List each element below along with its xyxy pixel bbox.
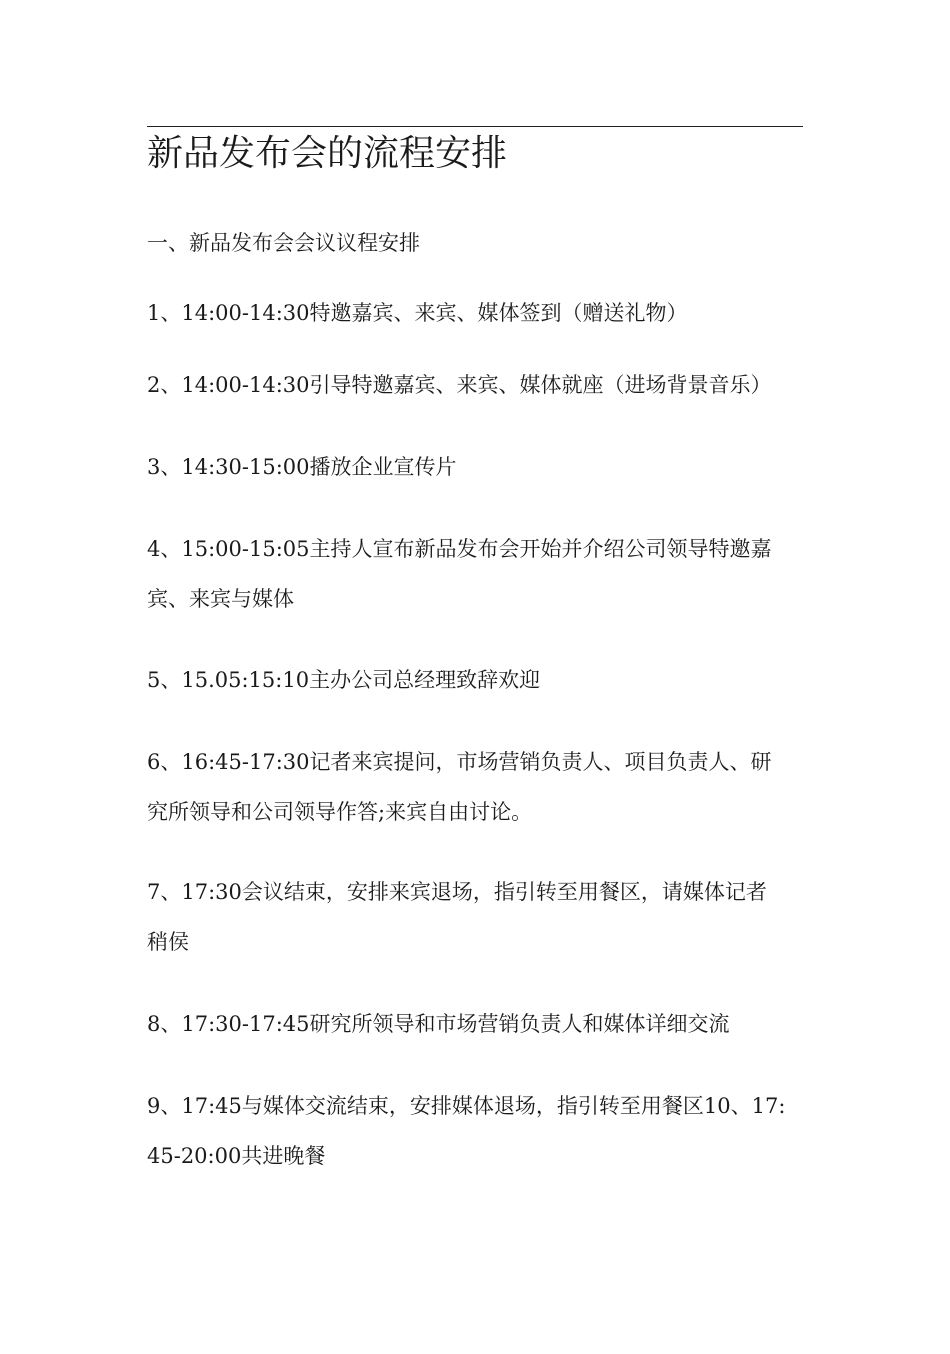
- agenda-item-text: 1、14:00-14:30特邀嘉宾、来宾、媒体签到（赠送礼物）: [147, 301, 688, 325]
- agenda-item-text-continued: 究所领导和公司领导作答;来宾自由讨论。: [147, 800, 533, 824]
- agenda-item-text: 3、14:30-15:00播放企业宣传片: [147, 455, 457, 479]
- agenda-item-text: 6、16:45-17:30记者来宾提问，市场营销负责人、项目负责人、研: [147, 750, 772, 774]
- section-heading: 一、新品发布会会议议程安排: [147, 231, 420, 255]
- agenda-item-8: [147, 999, 807, 1049]
- agenda-item-text: 9、17:45与媒体交流结束，安排媒体退场，指引转至用餐区10、17:: [147, 1094, 786, 1118]
- agenda-item-1: [147, 288, 807, 338]
- agenda-item-7: [147, 867, 807, 967]
- agenda-item-6: [147, 737, 807, 837]
- agenda-item-9: [147, 1081, 807, 1181]
- agenda-item-text-continued: 45-20:00共进晚餐: [147, 1144, 326, 1168]
- agenda-item-3: [147, 442, 807, 492]
- agenda-item-text: 5、15.05:15:10主办公司总经理致辞欢迎: [147, 668, 541, 692]
- agenda-item-5: [147, 655, 807, 705]
- agenda-item-text: 4、15:00-15:05主持人宣布新品发布会开始并介绍公司领导特邀嘉: [147, 537, 772, 561]
- agenda-item-text: 7、17:30会议结束，安排来宾退场，指引转至用餐区，请媒体记者: [147, 880, 767, 904]
- agenda-item-2: [147, 360, 807, 410]
- agenda-item-text-continued: 宾、来宾与媒体: [147, 587, 294, 611]
- agenda-item-4: [147, 524, 807, 624]
- agenda-item-text-continued: 稍侯: [147, 930, 189, 954]
- page-title: 新品发布会的流程安排: [147, 133, 508, 174]
- agenda-item-text: 2、14:00-14:30引导特邀嘉宾、来宾、媒体就座（进场背景音乐）: [147, 373, 772, 397]
- header-rule: [147, 126, 803, 127]
- agenda-item-text: 8、17:30-17:45研究所领导和市场营销负责人和媒体详细交流: [147, 1012, 730, 1036]
